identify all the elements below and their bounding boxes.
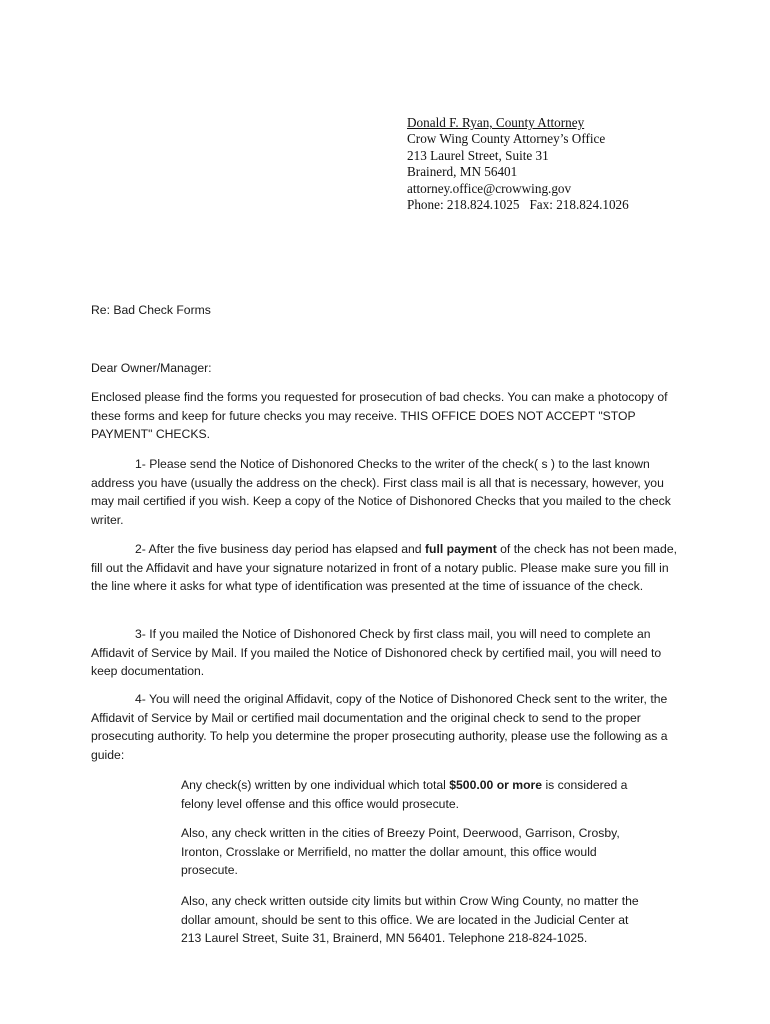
step-2-bold: full payment: [424, 542, 497, 556]
guide-1-before: Any check(s) written by one individual which total: [181, 778, 450, 792]
step-3-text: 3- If you mailed the Notice of Dishonored Check by first class mail, you will need to complete an Affidavit of Service by Mail. If you mailed the Notice of Dishonored check by certified mail, you will need to keep documentation.: [91, 627, 662, 679]
guide-1-bold: $500.00 or more: [449, 778, 543, 792]
office-name: Crow Wing County Attorney’s Office: [407, 131, 606, 147]
email-address: attorney.office@crowwing.gov: [407, 180, 572, 196]
phone-fax-line: [407, 197, 629, 213]
re-line: Re: Bad Check Forms: [91, 303, 211, 317]
letterhead: [407, 115, 629, 213]
fax-number: Fax: 218.824.1026: [529, 197, 629, 213]
step-2-text-before: 2- After the five business day period has elapsed and: [135, 542, 425, 556]
paragraph-intro: Enclosed please find the forms you requested for prosecution of bad checks. You can make a photocopy of these forms and keep for future checks you may receive. THIS OFFICE DOES NOT ACCEPT "STOP PAYMENT" CHECKS.: [91, 390, 668, 442]
phone-number: Phone: 218.824.1025: [407, 197, 520, 213]
guide-item-cities: Also, any check written in the cities of Breezy Point, Deerwood, Garrison, Crosby, Ironton, Crosslake or Merrifield, no matter the dollar amount, this office would prosecute.: [181, 826, 620, 878]
paragraph-step-4: [91, 690, 688, 764]
street-address: 213 Laurel Street, Suite 31: [407, 147, 549, 163]
paragraph-step-1: [91, 455, 688, 529]
paragraph-step-2: [91, 540, 688, 596]
guide-item-county: Also, any check written outside city limits but within Crow Wing County, no matter the dollar amount, should be sent to this office. We are located in the Judicial Center at 213 Laurel Street, Suite 31, Brainerd, MN 56401. Telephone 218-824-1025.: [181, 894, 639, 946]
step-4-text: 4- You will need the original Affidavit, copy of the Notice of Dishonored Check sent to the writer, the Affidavit of Service by Mail or certified mail documentation and the original check to send to the proper prosecuting authority. To help you determine the proper prosecuting authority, please use the following as a guide:: [91, 692, 668, 762]
guide-1-after: is considered a felony level offense and this office would prosecute.: [181, 778, 628, 811]
attorney-name: Donald F. Ryan, County Attorney: [407, 115, 585, 130]
step-1-text: 1- Please send the Notice of Dishonored Checks to the writer of the check( s ) to the last known address you have (usually the address on the check). First class mail is all that is necessary, however, you may mail certified if you wish. Keep a copy of the Notice of Dishonored Checks that you mailed to the check writer.: [91, 457, 671, 527]
city-state-zip: Brainerd, MN 56401: [407, 164, 518, 180]
step-2-text-after: of the check has not been made, fill out the Affidavit and have your signature notarized in front of a notary public. Please make sure you fill in the line where it asks for what type of identification was presented at the time of issuance of the check.: [91, 542, 677, 594]
guide-item-felony: [181, 776, 651, 813]
paragraph-step-3: [91, 625, 688, 681]
salutation: Dear Owner/Manager:: [91, 361, 212, 375]
